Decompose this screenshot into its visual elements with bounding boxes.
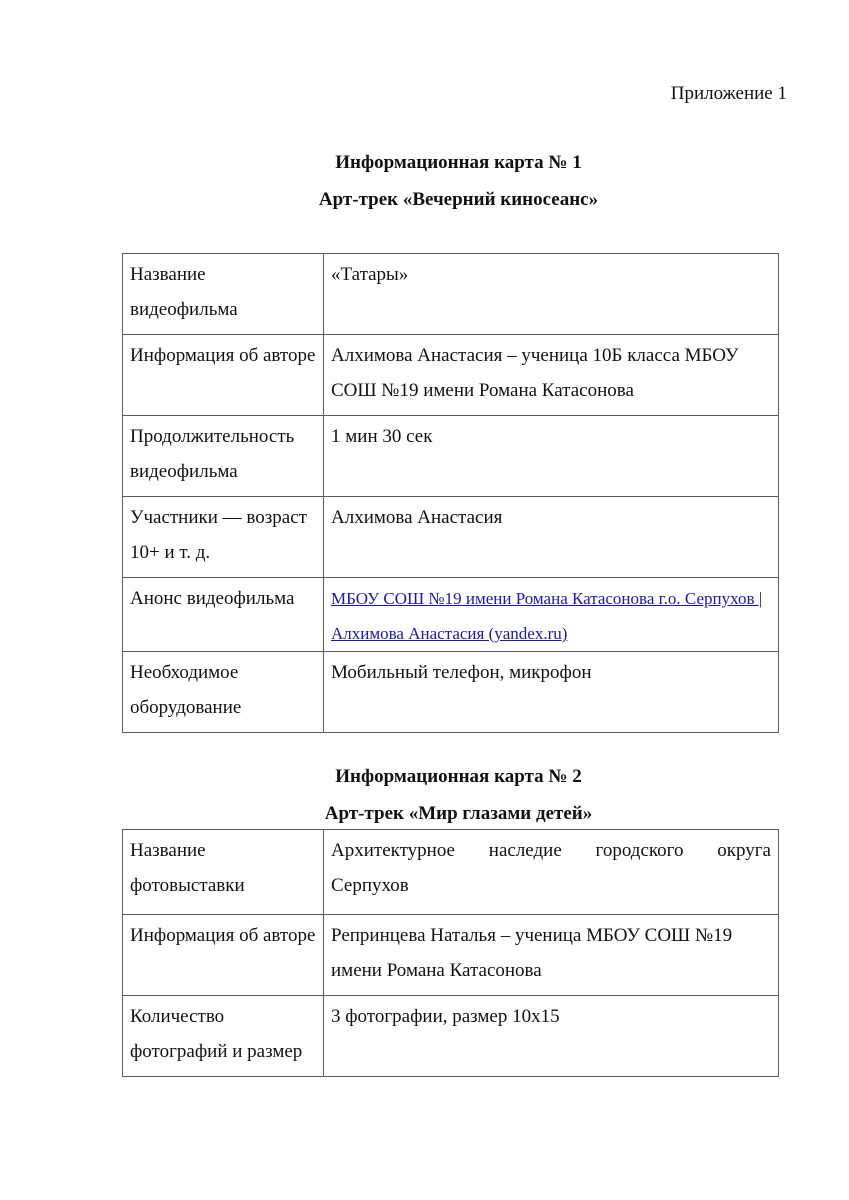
table-row	[123, 416, 779, 497]
card-1-heading	[0, 144, 849, 218]
row-label: Количество фотографий и размер	[123, 996, 324, 1077]
table-row	[123, 578, 779, 652]
card-1-subtitle: Арт-трек «Вечерний киносеанс»	[318, 189, 599, 210]
table-row	[123, 497, 779, 578]
card-1-table	[122, 253, 779, 733]
word: городского	[595, 840, 684, 861]
row-value: 1 мин 30 сек	[324, 416, 779, 497]
row-value: Репринцева Наталья – ученица МБОУ СОШ №19 имени Романа Катасонова	[324, 915, 779, 996]
table-row	[123, 254, 779, 335]
row-label: Название видеофильма	[123, 254, 324, 335]
row-value	[324, 830, 779, 915]
row-label: Информация об авторе	[123, 335, 324, 416]
word: наследие	[488, 840, 562, 861]
row-value: Алхимова Анастасия	[324, 497, 779, 578]
row-value: Мобильный телефон, микрофон	[324, 652, 779, 733]
row-label: Необходимое оборудование	[123, 652, 324, 733]
card-2-table	[122, 829, 779, 1077]
card-1-title: Информационная карта № 1	[335, 152, 582, 173]
row-value-line-1	[331, 833, 771, 868]
word: округа	[717, 840, 771, 861]
row-value: Алхимова Анастасия – ученица 10Б класса МБОУ СОШ №19 имени Романа Катасонова	[324, 335, 779, 416]
appendix-label: Приложение 1	[670, 83, 787, 104]
table-row	[123, 830, 779, 915]
row-label: Информация об авторе	[123, 915, 324, 996]
row-value: «Татары»	[324, 254, 779, 335]
row-label: Продолжительность видеофильма	[123, 416, 324, 497]
row-value-line-2: Серпухов	[331, 875, 409, 896]
table-row	[123, 335, 779, 416]
row-label: Название фотовыставки	[123, 830, 324, 915]
row-value: 3 фотографии, размер 10х15	[324, 996, 779, 1077]
table-row	[123, 915, 779, 996]
row-label: Анонс видеофильма	[123, 578, 324, 652]
row-label: Участники — возраст 10+ и т. д.	[123, 497, 324, 578]
card-2-subtitle: Арт-трек «Мир глазами детей»	[324, 803, 593, 824]
card-2-heading	[0, 758, 849, 832]
table-row	[123, 996, 779, 1077]
word: Архитектурное	[331, 840, 455, 861]
table-row	[123, 652, 779, 733]
announcement-link[interactable]: МБОУ СОШ №19 имени Романа Катасонова г.о. Серпухов | Алхимова Анастасия (yandex.ru)	[331, 589, 763, 643]
card-2-title: Информационная карта № 2	[335, 766, 582, 787]
row-value-link-cell	[324, 578, 779, 652]
